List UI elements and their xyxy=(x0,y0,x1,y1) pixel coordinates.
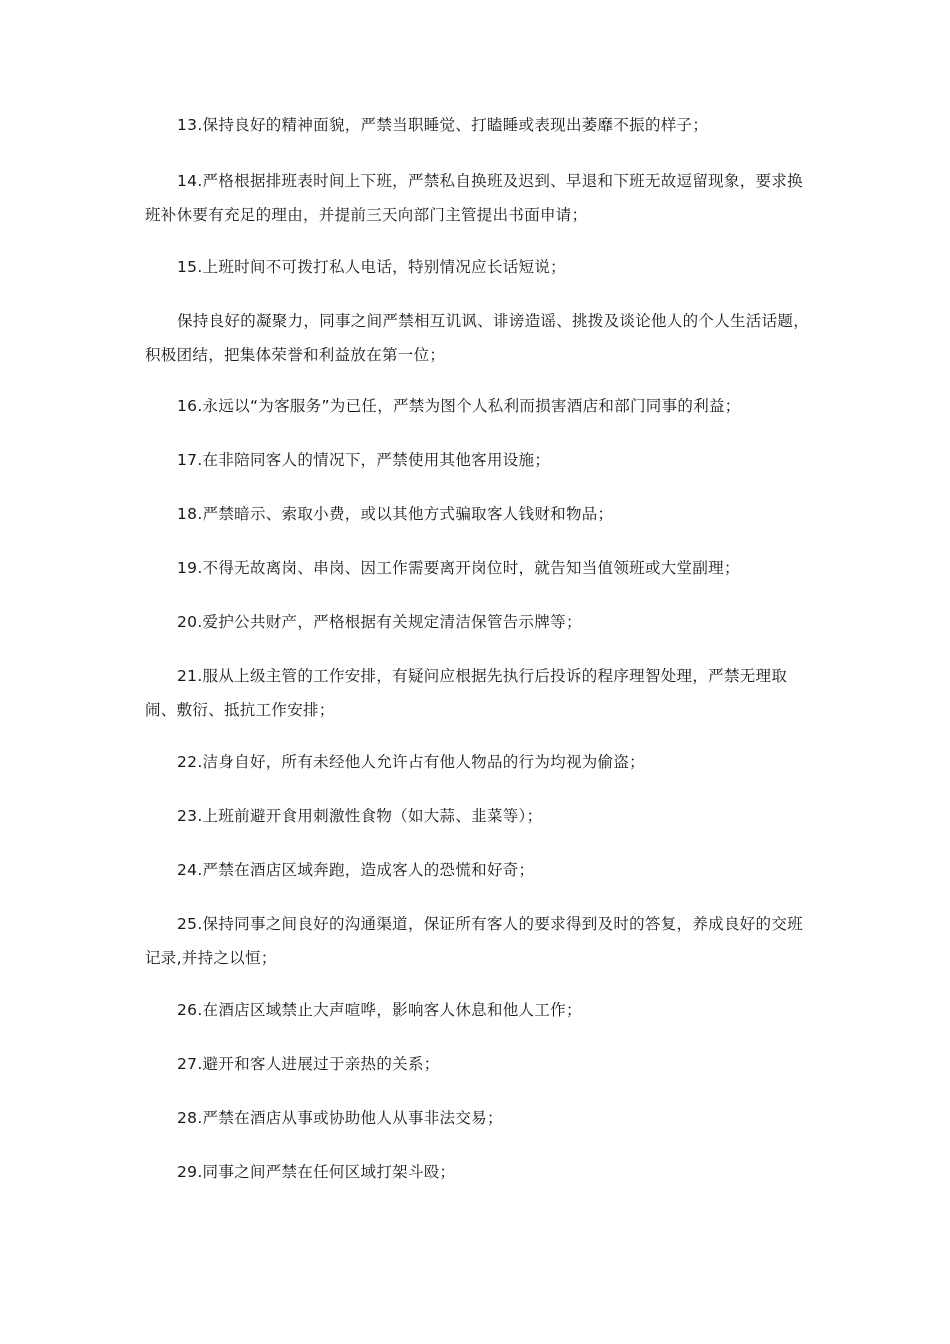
rule-22: 22.洁身自好，所有未经他人允许占有他人物品的行为均视为偷盗； xyxy=(177,753,645,771)
rule-24: 24.严禁在酒店区域奔跑，造成客人的恐慌和好奇； xyxy=(177,861,535,879)
rule-25: 25.保持同事之间良好的沟通渠道，保证所有客人的要求得到及时的答复，养成良好的交班记录,并持之以恒； xyxy=(145,915,803,967)
rule-16: 16.永远以“为客服务”为已任，严禁为图个人私利而损害酒店和部门同事的利益； xyxy=(177,397,741,415)
rule-28: 28.严禁在酒店从事或协助他人从事非法交易； xyxy=(177,1109,503,1127)
rule-17: 17.在非陪同客人的情况下，严禁使用其他客用设施； xyxy=(177,451,551,469)
rule-27: 27.避开和客人进展过于亲热的关系； xyxy=(177,1055,440,1073)
rule-18: 18.严禁暗示、索取小费，或以其他方式骗取客人钱财和物品； xyxy=(177,505,614,523)
rule-13: 13.保持良好的精神面貌，严禁当职睡觉、打瞌睡或表现出萎靡不振的样子； xyxy=(177,116,709,134)
rule-15: 15.上班时间不可拨打私人电话，特别情况应长话短说； xyxy=(177,258,566,276)
rule-cohesion: 保持良好的凝聚力，同事之间严禁相互讥讽、诽谤造谣、挑拨及谈论他人的个人生活话题，积极团结，把集体荣誉和利益放在第一位； xyxy=(145,312,810,364)
rule-21: 21.服从上级主管的工作安排，有疑问应根据先执行后投诉的程序理智处理，严禁无理取闹、敷衍、抵抗工作安排； xyxy=(145,667,788,719)
rule-20: 20.爱护公共财产，严格根据有关规定清洁保管告示牌等； xyxy=(177,613,582,631)
rule-29: 29.同事之间严禁在任何区域打架斗殴； xyxy=(177,1163,456,1181)
rule-23: 23.上班前避开食用刺激性食物（如大蒜、韭菜等）； xyxy=(177,807,543,825)
rule-26: 26.在酒店区域禁止大声喧哗，影响客人休息和他人工作； xyxy=(177,1001,582,1019)
rule-14: 14.严格根据排班表时间上下班，严禁私自换班及迟到、早退和下班无故逗留现象，要求换班补休要有充足的理由，并提前三天向部门主管提出书面申请； xyxy=(145,172,803,224)
rule-19: 19.不得无故离岗、串岗、因工作需要离开岗位时，就告知当值领班或大堂副理； xyxy=(177,559,740,577)
